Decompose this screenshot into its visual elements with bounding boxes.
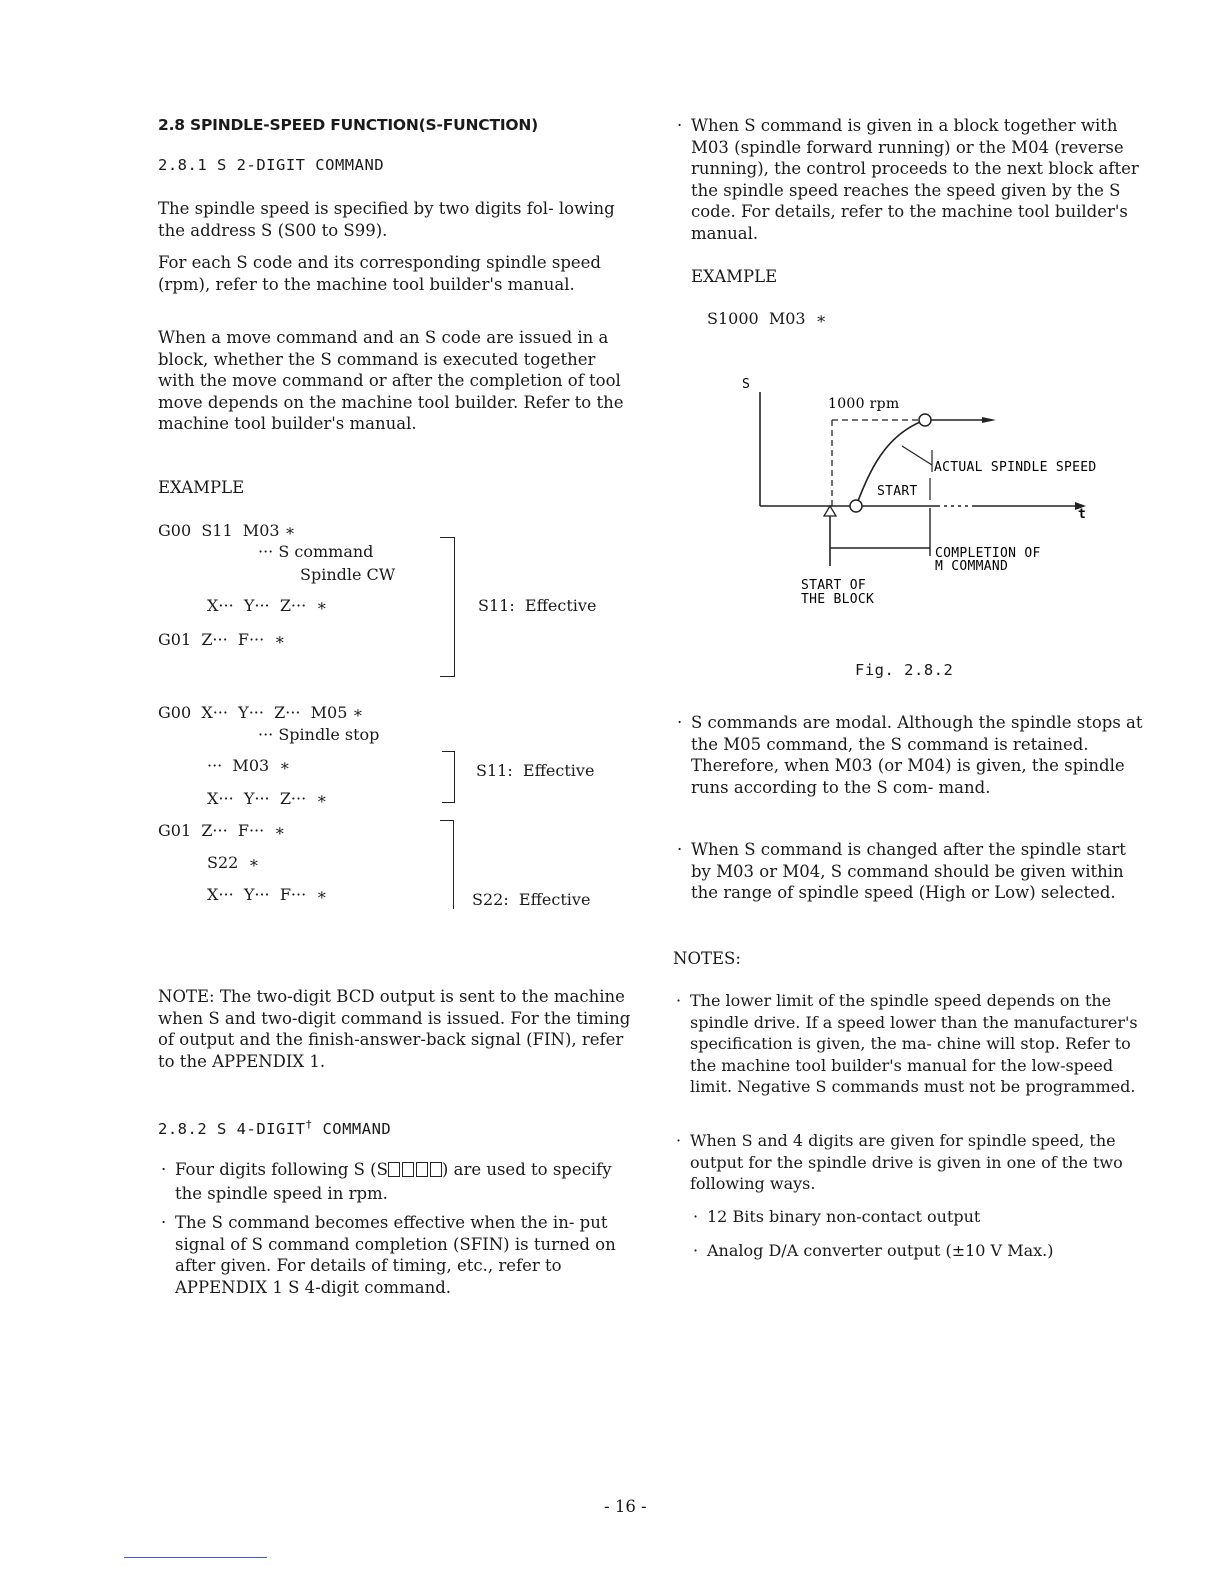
note-lower-limit [676,990,1152,1098]
start-of-block-label-2: THE BLOCK [801,592,875,607]
code-line-5: G01 Z··· F··· ∗ [158,630,286,649]
effect-note-1: S11: Effective [478,596,597,615]
effect-note-3: S22: Effective [472,890,591,909]
code-line-7: ··· Spindle stop [258,725,380,744]
bullet-dot: · [677,713,683,732]
code-line-8: ··· M03 ∗ [207,756,291,775]
code-line-12: X··· Y··· F··· ∗ [207,885,328,904]
bullet-dot: · [693,1207,699,1226]
bullet-dot: · [676,1131,682,1150]
bullet-s-effective [161,1212,633,1298]
example-label: EXAMPLE [158,478,245,497]
start-label: START [877,484,918,499]
bullet-four-digits-pre: Four digits following S (S [175,1160,388,1179]
bullet-modal [677,712,1147,798]
code-line-6: G00 X··· Y··· Z··· M05 ∗ [158,703,364,722]
output-option-2-text: Analog D/A converter output (±10 V Max.) [707,1241,1054,1260]
digit-boxes [388,1161,442,1183]
note-four-digits-text: When S and 4 digits are given for spindle speed, the output for the spindle drive is given in one of the two following ways. [690,1131,1123,1193]
code-line-1: G00 S11 M03 ∗ [158,521,296,540]
bullet-dot: · [677,840,683,859]
code-line-2: ··· S command [258,542,374,561]
note-four-digits [676,1130,1152,1195]
paragraph-3: When a move command and an S code are issued in a block, whether the S command is executed together with the move command or after the completion of tool move depends on the machine tool builder. Refer to the machine tool builder's manual. [158,328,624,433]
page-number: - 16 - [604,1497,647,1516]
example-label-right: EXAMPLE [691,267,778,286]
start-of-block-label-1: START OF [801,578,867,593]
subsection-title-tail: COMMAND [312,1120,392,1139]
figure-caption: Fig. 2.8.2 [855,661,954,679]
reached-point [919,414,931,426]
notes-label: NOTES: [673,949,741,968]
actual-pointer [902,446,932,465]
bullet-modal-text: S commands are modal. Although the spindle stops at the M05 command, the S command is retained. Therefore, when M03 (or M04) is given, the spindle runs according to the S com- mand. [691,713,1143,797]
section-heading: 2.8 SPINDLE-SPEED FUNCTION(S-FUNCTION) [158,116,539,134]
subsection-title-2-8-2 [158,1118,391,1138]
completion-label-1: COMPLETION OF [935,546,1041,561]
effect-note-2: S11: Effective [476,761,595,780]
subsection-title-2-8-1: 2.8.1 S 2-DIGIT COMMAND [158,156,385,174]
note-lower-limit-text: The lower limit of the spindle speed depends on the spindle drive. If a speed lower than the manufacturer's specification is given, the ma- chine will stop. Refer to the machine tool builder's manual for the low-speed limit. Negative S commands must not be programmed. [690,991,1138,1096]
completion-label-2: M COMMAND [935,559,1009,574]
bullet-dot: · [677,116,683,135]
output-option-1-text: 12 Bits binary non-contact output [707,1207,981,1226]
speed-line-arrow [982,417,996,423]
bullet-dot: · [676,991,682,1010]
bullet-changed [677,839,1141,904]
bullet-four-digits-post: ) are used to specify the spindle speed in rpm. [175,1160,612,1203]
paragraph-2: For each S code and its corresponding spindle speed (rpm), refer to the machine tool builder's manual. [158,253,601,294]
paragraph-1: The spindle speed is specified by two digits fol- lowing the address S (S00 to S99). [158,199,615,240]
bullet-s-effective-text: The S command becomes effective when the in- put signal of S command completion (SFIN) is turned on after given. For details of timing, etc., refer to APPENDIX 1 S 4-digit command. [175,1213,616,1297]
code-line-9: X··· Y··· Z··· ∗ [207,789,328,808]
start-block-triangle [824,506,836,516]
footer-rule [124,1557,267,1558]
code-line-3: Spindle CW [300,565,396,584]
bullet-dot: · [693,1241,699,1260]
bullet-s-with-m03-text: When S command is given in a block together with M03 (spindle forward running) or the M04 (reverse running), the control proceeds to the next block after the spindle speed reaches the speed given by the S code. For details, refer to the machine tool builder's manual. [691,116,1139,243]
s-axis-label: S [742,377,751,392]
dagger-mark: † [305,1118,313,1131]
actual-speed-label: ACTUAL SPINDLE SPEED [934,460,1097,475]
start-point [850,500,862,512]
bracket-3 [440,820,454,909]
bullet-changed-text: When S command is changed after the spindle start by M03 or M04, S command should be given within the range of spindle speed (High or Low) selected. [691,840,1126,902]
note-paragraph: NOTE: The two-digit BCD output is sent to the machine when S and two-digit command is issued. For the timing of output and the finish-answer-back signal (FIN), refer to the APPENDIX 1. [158,987,631,1071]
code-line-4: X··· Y··· Z··· ∗ [207,596,328,615]
code-line-10: G01 Z··· F··· ∗ [158,821,286,840]
bullet-dot: · [161,1160,167,1179]
output-option-1 [693,1206,981,1228]
bracket-2 [442,751,455,803]
t-axis-label: t [1078,507,1087,522]
bullet-four-digits [161,1159,627,1204]
bullet-s-with-m03 [677,115,1145,244]
output-option-2 [693,1240,1054,1262]
spindle-speed-figure [720,360,1140,620]
rpm-label: 1000 rpm [828,396,900,412]
bullet-dot: · [161,1213,167,1232]
code-line-11: S22 ∗ [207,853,260,872]
bracket-1 [440,537,455,677]
subsection-title-text: 2.8.2 S 4-DIGIT [158,1120,306,1139]
example-code-right: S1000 M03 ∗ [707,309,827,328]
